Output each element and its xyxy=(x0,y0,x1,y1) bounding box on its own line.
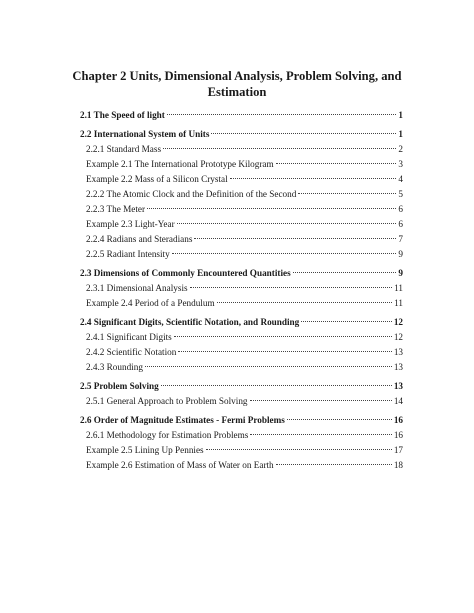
toc-page-number: 3 xyxy=(398,159,403,169)
toc-entry-label: 2.2.2 The Atomic Clock and the Definition of the Second xyxy=(86,189,297,199)
toc-section-entry[interactable] xyxy=(80,266,403,281)
toc-page-number: 9 xyxy=(398,249,403,259)
toc-page-number: 4 xyxy=(398,174,403,184)
toc-subsection-entry[interactable] xyxy=(80,247,403,262)
toc-entry-label: 2.6.1 Methodology for Estimation Problems xyxy=(86,430,249,440)
chapter-title xyxy=(60,68,414,100)
toc-entry-label: Example 2.3 Light-Year xyxy=(86,219,175,229)
toc-dot-leader xyxy=(167,114,397,115)
toc-entry-label: 2.2.3 The Meter xyxy=(86,204,146,214)
toc-page-number: 12 xyxy=(393,317,403,327)
toc-subsection-entry[interactable] xyxy=(80,172,403,187)
toc-subsection-entry[interactable] xyxy=(80,458,403,473)
toc-page-number: 9 xyxy=(398,268,403,278)
toc-entry-label: 2.4.1 Significant Digits xyxy=(86,332,172,342)
toc-entry-label: 2.2.5 Radiant Intensity xyxy=(86,249,170,259)
chapter-title-line-2: Estimation xyxy=(207,85,267,99)
toc-page-number: 18 xyxy=(393,460,403,470)
toc-page-number: 13 xyxy=(393,381,403,391)
toc-dot-leader xyxy=(174,336,392,337)
toc-page-number: 1 xyxy=(398,110,403,120)
toc-subsection-entry[interactable] xyxy=(80,281,403,296)
toc-dot-leader xyxy=(161,385,392,386)
toc-dot-leader xyxy=(276,163,397,164)
toc-dot-leader xyxy=(163,148,396,149)
toc-page-number: 16 xyxy=(393,430,403,440)
toc-dot-leader xyxy=(293,272,397,273)
toc-page-number: 6 xyxy=(398,219,403,229)
toc-subsection-entry[interactable] xyxy=(80,217,403,232)
toc-dot-leader xyxy=(190,287,393,288)
toc-entry-label: 2.5 Problem Solving xyxy=(80,381,159,391)
toc-subsection-entry[interactable] xyxy=(80,202,403,217)
toc-page-number: 13 xyxy=(393,362,403,372)
toc-section-entry[interactable] xyxy=(80,108,403,123)
toc-entry-label: Example 2.6 Estimation of Mass of Water on Earth xyxy=(86,460,274,470)
toc-section-entry[interactable] xyxy=(80,413,403,428)
toc-entry-label: 2.3 Dimensions of Commonly Encountered Quantities xyxy=(80,268,291,278)
toc-dot-leader xyxy=(301,321,392,322)
toc-page-number: 7 xyxy=(398,234,403,244)
toc-page-number: 11 xyxy=(394,283,403,293)
toc-subsection-entry[interactable] xyxy=(80,428,403,443)
toc-entry-label: 2.3.1 Dimensional Analysis xyxy=(86,283,188,293)
toc-dot-leader xyxy=(298,193,396,194)
toc-page-number: 5 xyxy=(398,189,403,199)
toc-section-entry[interactable] xyxy=(80,379,403,394)
toc-subsection-entry[interactable] xyxy=(80,394,403,409)
toc-dot-leader xyxy=(211,133,396,134)
toc-page-number: 6 xyxy=(398,204,403,214)
toc-dot-leader xyxy=(250,434,392,435)
toc-page-number: 1 xyxy=(398,129,403,139)
toc-subsection-entry[interactable] xyxy=(80,360,403,375)
toc-page-number: 12 xyxy=(393,332,403,342)
toc-dot-leader xyxy=(230,178,397,179)
toc-subsection-entry[interactable] xyxy=(80,443,403,458)
toc-page-number: 16 xyxy=(393,415,403,425)
toc-dot-leader xyxy=(172,253,397,254)
toc-dot-leader xyxy=(276,464,392,465)
toc-dot-leader xyxy=(217,302,393,303)
toc-subsection-entry[interactable] xyxy=(80,187,403,202)
toc-section-entry[interactable] xyxy=(80,127,403,142)
toc-entry-label: Example 2.4 Period of a Pendulum xyxy=(86,298,215,308)
toc-entry-label: Example 2.5 Lining Up Pennies xyxy=(86,445,204,455)
toc-entry-label: Example 2.1 The International Prototype Kilogram xyxy=(86,159,274,169)
toc-entry-label: Example 2.2 Mass of a Silicon Crystal xyxy=(86,174,228,184)
table-of-contents xyxy=(80,108,403,473)
toc-dot-leader xyxy=(177,223,397,224)
toc-entry-label: 2.4 Significant Digits, Scientific Notation, and Rounding xyxy=(80,317,300,327)
toc-subsection-entry[interactable] xyxy=(80,330,403,345)
toc-page-number: 17 xyxy=(393,445,403,455)
toc-entry-label: 2.2.1 Standard Mass xyxy=(86,144,162,154)
toc-dot-leader xyxy=(145,366,392,367)
toc-subsection-entry[interactable] xyxy=(80,296,403,311)
toc-section-entry[interactable] xyxy=(80,315,403,330)
toc-subsection-entry[interactable] xyxy=(80,157,403,172)
toc-page-number: 11 xyxy=(394,298,403,308)
toc-page-number: 2 xyxy=(398,144,403,154)
toc-subsection-entry[interactable] xyxy=(80,142,403,157)
toc-page-number: 13 xyxy=(393,347,403,357)
toc-entry-label: 2.4.2 Scientific Notation xyxy=(86,347,177,357)
chapter-title-line-1: Chapter 2 Units, Dimensional Analysis, Problem Solving, and xyxy=(72,69,402,83)
toc-dot-leader xyxy=(194,238,396,239)
toc-entry-label: 2.2 International System of Units xyxy=(80,129,210,139)
toc-entry-label: 2.4.3 Rounding xyxy=(86,362,143,372)
toc-dot-leader xyxy=(206,449,392,450)
toc-subsection-entry[interactable] xyxy=(80,345,403,360)
toc-entry-label: 2.1 The Speed of light xyxy=(80,110,165,120)
toc-entry-label: 2.6 Order of Magnitude Estimates - Fermi Problems xyxy=(80,415,285,425)
toc-dot-leader xyxy=(147,208,396,209)
toc-page-number: 14 xyxy=(393,396,403,406)
toc-dot-leader xyxy=(250,400,392,401)
toc-dot-leader xyxy=(178,351,391,352)
toc-entry-label: 2.2.4 Radians and Steradians xyxy=(86,234,193,244)
toc-dot-leader xyxy=(287,419,392,420)
toc-entry-label: 2.5.1 General Approach to Problem Solving xyxy=(86,396,248,406)
toc-subsection-entry[interactable] xyxy=(80,232,403,247)
